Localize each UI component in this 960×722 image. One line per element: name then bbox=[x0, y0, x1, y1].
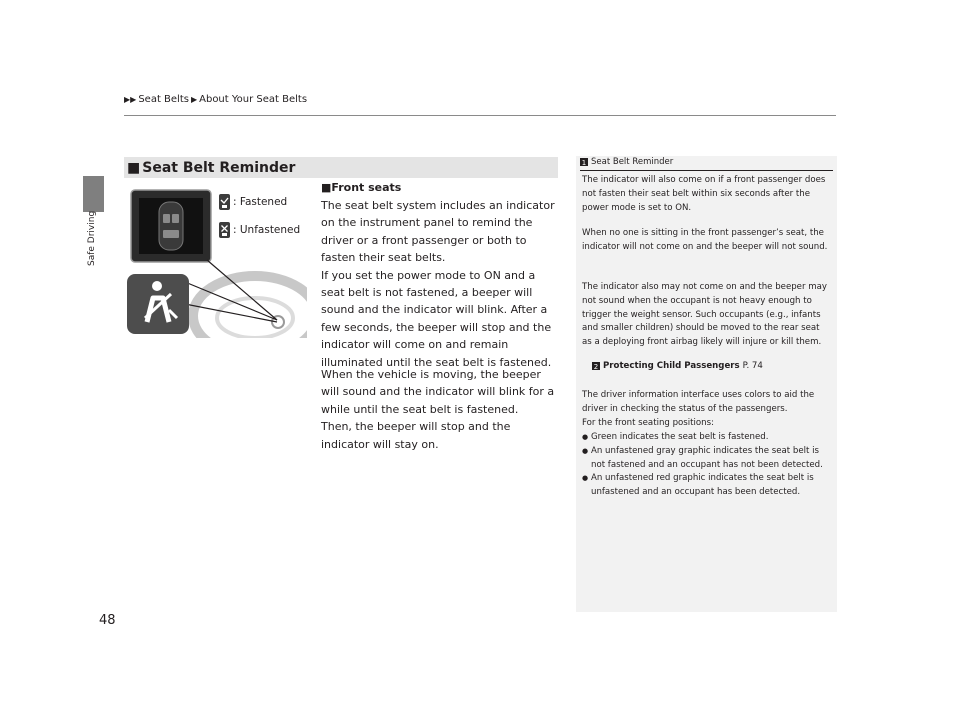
note-marker-icon bbox=[580, 158, 588, 166]
square-bullet-icon: ■ bbox=[321, 181, 332, 194]
seat-belt-unfastened-icon bbox=[219, 222, 230, 238]
breadcrumb-arrow-icon: ▶▶ bbox=[124, 95, 137, 104]
legend-unfastened-label: : Unfastened bbox=[233, 224, 301, 236]
svg-text:2: 2 bbox=[593, 363, 599, 370]
subheading-front-seats: ■Front seats bbox=[321, 181, 402, 194]
breadcrumb-item-seat-belts[interactable]: Seat Belts bbox=[138, 94, 189, 105]
breadcrumb-arrow-icon: ▶ bbox=[190, 95, 198, 104]
legend-fastened-label: : Fastened bbox=[233, 196, 288, 208]
svg-text:1: 1 bbox=[581, 159, 587, 166]
side-note-panel bbox=[576, 156, 837, 612]
breadcrumb-item-about-your-seat-belts[interactable]: About Your Seat Belts bbox=[199, 94, 308, 105]
reference-arrow-icon bbox=[592, 362, 600, 370]
paragraph-front-seats: The seat belt system includes an indicator on the instrument panel to remind the driver or a front passenger or both to fasten their seat belts. If you set the power mode to ON and a seat belt is not fastened, a beeper will sound and the indicator will blink. After a few seconds, the beeper will stop and the indicator will come on and remain illuminated until the seat belt is fastened. bbox=[321, 199, 555, 369]
paragraph-vehicle-moving: When the vehicle is moving, the beeper will sound and the indicator will blink for a while until the seat belt is fastened. Then, the beeper will stop and the indicator will stay on. bbox=[321, 368, 555, 451]
cross-reference-link[interactable] bbox=[592, 361, 763, 371]
chapter-label-text: Safe Driving bbox=[87, 210, 97, 266]
seat-belt-fastened-icon bbox=[219, 194, 230, 210]
side-note-heading bbox=[580, 157, 832, 167]
legend-unfastened bbox=[219, 222, 300, 238]
breadcrumb bbox=[124, 94, 307, 105]
cross-reference-title[interactable]: Protecting Child Passengers bbox=[603, 361, 740, 371]
list-item: ● An unfastened gray graphic indicates the seat belt is not fastened and an occupant has not been detected. bbox=[582, 445, 830, 473]
cross-reference-page[interactable]: P. 74 bbox=[742, 361, 763, 371]
section-title: Seat Belt Reminder bbox=[142, 159, 296, 176]
chapter-tab bbox=[83, 176, 104, 212]
side-note-heading-text: Seat Belt Reminder bbox=[591, 157, 674, 167]
side-note-paragraph: The driver information interface uses colors to aid the driver in checking the status of the passengers. For the front seating positions: bbox=[582, 390, 815, 428]
chapter-label bbox=[84, 210, 106, 312]
square-bullet-icon: ■ bbox=[127, 159, 141, 176]
legend-fastened bbox=[219, 194, 287, 210]
side-note-paragraph: The indicator will also come on if a front passenger does not fasten their seat belt within six seconds after the power mode is set to ON. bbox=[582, 175, 826, 213]
side-note-paragraph: When no one is sitting in the front passenger’s seat, the indicator will not come on and the beeper will not sound. bbox=[582, 228, 828, 252]
side-note-bullet-list bbox=[582, 431, 830, 500]
side-note-paragraph: The indicator also may not come on and the beeper may not sound when the occupant is not heavy enough to trigger the weight sensor. Such occupants (e.g., infants and smaller children) should be moved to the rear seat as a deploying front airbag likely will injure or kill them. bbox=[582, 282, 827, 348]
section-header bbox=[124, 157, 558, 178]
side-note-rule bbox=[580, 170, 833, 171]
page-number: 48 bbox=[99, 613, 116, 628]
list-item: ● Green indicates the seat belt is fastened. bbox=[582, 431, 830, 445]
list-item: ● An unfastened red graphic indicates the seat belt is unfastened and an occupant has been detected. bbox=[582, 472, 830, 500]
header-rule bbox=[124, 115, 836, 116]
